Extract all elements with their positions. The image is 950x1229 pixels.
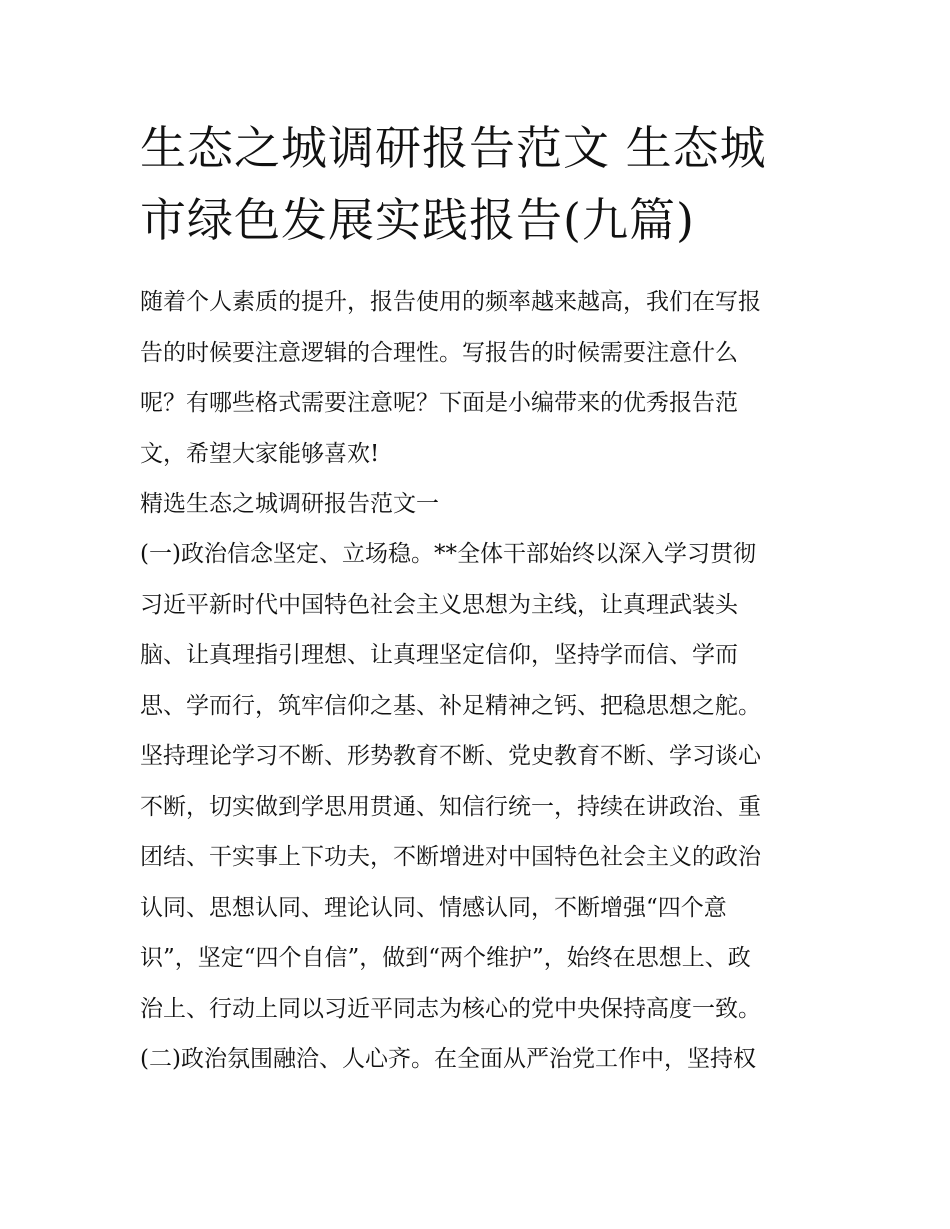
text-line: (二)政治氛围融洽、人心齐。在全面从严治党工作中，坚持权: [140, 1046, 756, 1072]
intro-paragraph: [140, 277, 820, 479]
text-line: 识”，坚定“四个自信”，做到“两个维护”，始终在思想上、政: [140, 945, 751, 971]
text-line: (一)政治信念坚定、立场稳。**全体干部始终以深入学习贯彻: [140, 541, 756, 567]
document-title: [140, 112, 820, 256]
title-line: 市绿色发展实践报告(九篇): [140, 193, 695, 247]
text-line: 认同、思想认同、理论认同、情感认同，不断增强“四个意: [140, 894, 727, 921]
text-line: 治上、行动上同以习近平同志为核心的党中央保持高度一致。: [140, 995, 761, 1022]
text-line: 告的时候要注意逻辑的合理性。写报告的时候需要注意什么: [140, 339, 738, 366]
title-line: 生态之城调研报告范文 生态城: [140, 121, 767, 175]
text-line: 坚持理论学习不断、形势教育不断、党史教育不断、学习谈心: [140, 743, 761, 769]
text-line: 习近平新时代中国特色社会主义思想为主线，让真理武装头: [140, 591, 738, 618]
section-heading: [140, 479, 820, 530]
section-heading-text: 精选生态之城调研报告范文一: [140, 491, 439, 517]
text-line: 团结、干实事上下功夫，不断增进对中国特色社会主义的政治: [140, 844, 761, 870]
section-body: [140, 529, 820, 1085]
text-line: 呢？有哪些格式需要注意呢？下面是小编带来的优秀报告范: [140, 390, 738, 416]
text-line: 脑、让真理指引理想、让真理坚定信仰，坚持学而信、学而: [140, 642, 738, 668]
text-line: 思、学而行，筑牢信仰之基、补足精神之钙、把稳思想之舵。: [140, 692, 761, 719]
text-line: 不断，切实做到学思用贯通、知信行统一，持续在讲政治、重: [140, 793, 761, 820]
text-line: 随着个人素质的提升，报告使用的频率越来越高，我们在写报: [140, 289, 761, 315]
text-line: 文，希望大家能够喜欢!: [140, 440, 380, 467]
